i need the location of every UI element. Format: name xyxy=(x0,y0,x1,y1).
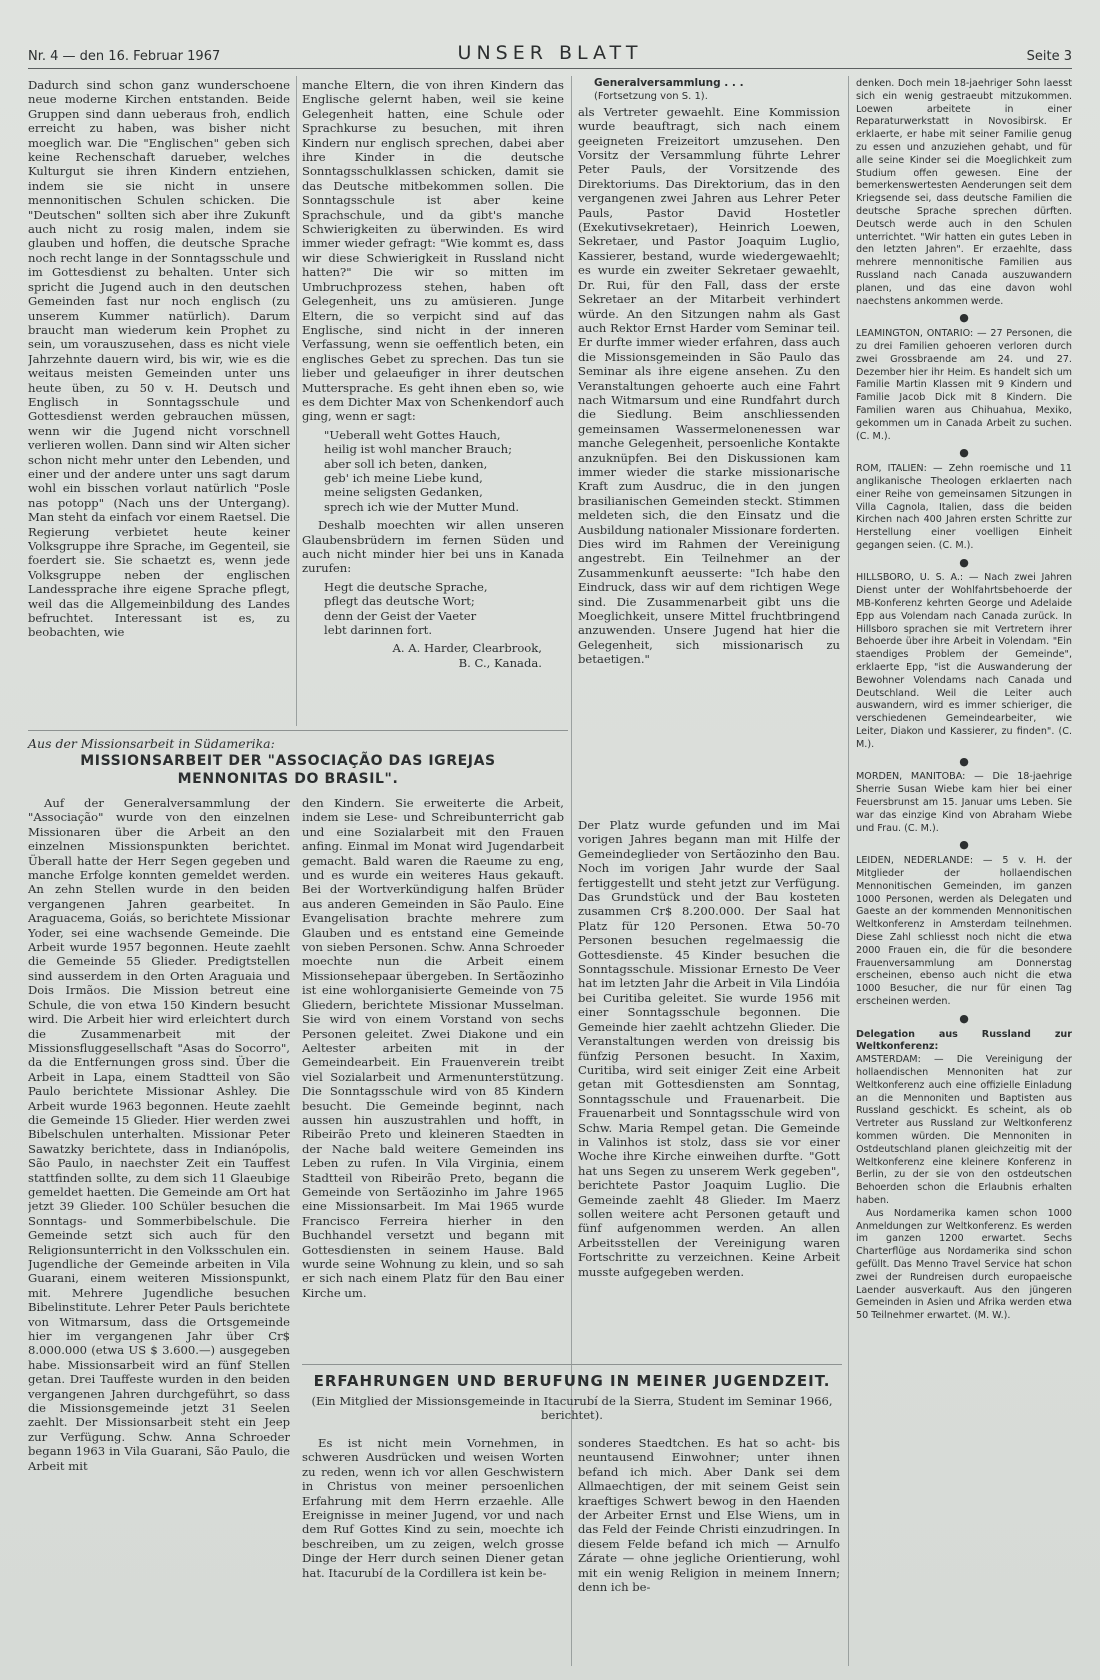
news-brief: ROM, ITALIEN: — Zehn roemische und 11 anglikanische Theologen erklaerten nach einer Reihe von gemeinsamen Sitzungen in Villa Cagnola, Italien, dass die beiden Kirchen nach 400 Jahren ersten Schritte zur Herstellung einer voelligen Einheit gegangen seien. (C. M.). xyxy=(856,463,1072,551)
poem-line: lebt darinnen fort. xyxy=(324,623,433,638)
article-text: Es ist nicht mein Vornehmen, in schweren Ausdrücken und weisen Worten zu reden, wenn ich vor allen Geschwistern in Christus von meiner persoenlichen Erfahrung mit dem Herrn erzaehle. Alle Ereignisse in meiner Jugend, vor und nach dem Ruf Gottes Kind zu sein, moechte ich beschreiben, um zu zeigen, welch grosse Dinge der Herr durch seinen Diener getan hat. Itacurubí de la Cordillera ist kein be- xyxy=(302,1436,564,1580)
news-brief: denken. Doch mein 18-jaehriger Sohn laesst sich ein wenig gestraeubt mitzukommen. Loewen arbeitete in einer Reparaturwerkstatt in Novosibirsk. Er erklaerte, er habe mit seiner Familie genug zu essen und anzuziehen gehabt, und für alle seine Kinder sei die Moeglichkeit zum Studium offen gewesen. Eine der bemerkenswertesten Aenderungen seit dem Kriegsende sei, dass deutsche Familien die deutsche Sprache sprechen dürften. Deutsch werde auch in den Schulen unterrichtet. "Wir hatten ein gutes Leben in den letzten Jahren". Er erzaehlte, dass mehrere mennonitische Familien aus Russland nach Canada auszuwandern planen, und das eine davon wohl naechstens ankommen werde. xyxy=(856,78,1072,307)
article-text: Der Platz wurde gefunden und im Mai vorigen Jahres begann man mit Hilfe der Gemeindeglieder von Sertãozinho den Bau. Noch im vorigen Jahr wurde der Saal fertiggestellt und steht jetzt zur Verfügung. Das Grundstück und der Bau kosteten zusammen Cr$ 8.200.000. Der Saal hat Platz für 120 Personen. Etwa 50-70 Personen besuchen regelmaessig die Gottesdienste. 45 Kinder besuchen die Sonntagsschule. Missionar Ernesto De Veer hat im letzten Jahr die Arbeit in Vila Lindóia bei Curitiba geleitet. Sie wurde 1956 mit einer Sonntagsschule begonnen. Die Gemeinde hier zaehlt achtzehn Glieder. Die Veranstaltungen werden von dreissig bis fünfzig Personen besucht. In Xaxim, Curitiba, wird seit einiger Zeit eine Arbeit getan mit Gottesdiensten am Sonntag, Sonntagsschule und Frauenarbeit. Die Frauenarbeit und Sonntagsschule wird von Schw. Maria Rempel getan. Die Gemeinde in Valinhos ist stolz, dass sie vor einer Woche ihre Kirche einweihen durfte. "Gott hat uns Segen zu unserem Werk gegeben", berichtete Pastor Joaquim Luglio. Die Gemeinde zaehlt 48 Glieder. Im Maerz sollen weitere acht Personen getauft und fünf aufgenommen werden. An allen Arbeitsstellen der Vereinigung waren Fortschritte zu verzeichnen. Keine Arbeit musste aufgegeben werden. xyxy=(578,818,840,1279)
news-brief: HILLSBORO, U. S. A.: — Nach zwei Jahren Dienst unter der Wohlfahrtsbehoerde der MB-Konferenz kehrten George und Adelaide Epp aus Volendam nach Canada zurück. In Hillsboro sprachen sie mit Vertretern ihrer Behoerde über ihre Arbeit in Volendam. "Ein staendiges Problem der Gemeinde", erklaerte Epp, "ist die Auswanderung der Bewohner Volendams nach Canada und Deutschland. Weil die Leiter auch auswandern, wird es immer schieriger, die verschiedenen Gemeindearbeiter, wie Leiter, Diakon und Kassierer, zu finden". (C. M.). xyxy=(856,572,1072,750)
author-location: B. C., Kanada. xyxy=(458,655,542,670)
article-text: manche Eltern, die von ihren Kindern das Englische gelernt haben, weil sie keine Gelegenheit hatten, eine Schule oder Sprachkurse zu besuchen, mit ihren Kindern nur englisch sprechen, dabei aber ihre Kinder in die deutsche Sonntagsschulklassen schicken, damit sie das Deutsche mitbekommen sollen. Die Sonntagsschule ist aber keine Sprachschule, und da gibt's manche Schwierigkeiten zu überwinden. Es wird immer wieder gefragt: "Wie kommt es, dass wir diese Schwierigkeit in Russland nicht hatten?" Die wir so mitten im Umbruchprozess stehen, haben oft Gelegenheit, uns zu amüsieren. Junge Eltern, die so verpicht sind auf das Englische, sind nicht in der inneren Verfassung, wenn sie oeffentlich beten, ein englisches Gebet zu sprechen. Das tun sie lieber und gelaeufiger in ihrer deutschen Muttersprache. Es geht ihnen eben so, wie es dem Dichter Max von Schenkendorf auch ging, wenn er sagt: xyxy=(302,78,564,424)
section-rule xyxy=(302,1364,842,1365)
poem-deutsche-sprache xyxy=(324,580,564,638)
story-mission-col1 xyxy=(28,796,290,1666)
article-heading: Generalversammlung . . . xyxy=(594,77,744,89)
article-continuation-note: (Fortsetzung von S. 1). xyxy=(594,91,708,103)
column-divider xyxy=(296,76,297,726)
poem-line: Hegt die deutsche Sprache, xyxy=(324,579,488,594)
news-brief: MORDEN, MANITOBA: — Die 18-jaehrige Sherrie Susan Wiebe kam hier bei einer Feuersbrunst am 15. Januar ums Leben. Sie war das einzige Kind von Abraham Wiebe und Frau. (C. M.). xyxy=(856,771,1072,834)
article-text: den Kindern. Sie erweiterte die Arbeit, indem sie Lese- und Schreibunterricht gab und eine Sozialarbeit mit den Frauen anfing. Einmal im Monat wird Jugendarbeit gemacht. Bald waren die Raeume zu eng, und es wurde ein weiteres Haus gekauft. Bei der Wortverkündigung halfen Brüder aus anderen Gemeinden in São Paulo. Eine Evangelisation brachte mehrere zum Glauben und es entstand eine Gemeinde von sieben Personen. Schw. Anna Schroeder moechte nun die Arbeit einem Missionsehepaar übergeben. In Sertãozinho ist eine wohlorganisierte Gemeinde von 75 Gliedern, berichtete Missionar Musselman. Sie wird von einem Vorstand von sechs Personen geleitet. Zwei Diakone und ein Aeltester arbeiten mit in der Gemeindearbeit. Ein Frauenverein treibt viel Sozialarbeit und Armenunterstützung. Die Sonntagsschule wird von 85 Kindern besucht. Die Gemeinde beginnt, nach aussen hin auszustrahlen und hofft, in Ribeirão Preto und kleineren Staedten in der Nache bald weitere Gemeinden ins Leben zu rufen. In Vila Virginia, einem Stadtteil von Ribeirão Preto, begann die Gemeinde von Sertãozinho im Jahre 1965 eine Missionsarbeit. Im Mai 1965 wurde Francisco Ferreira hierher in den Buchhandel versetzt und begann mit Gottesdiensten in seinem Hause. Bald wurde seine Wohnung zu klein, und so sah er sich nach einem Platz für den Bau einer Kirche um. xyxy=(302,796,564,1300)
article-generalversammlung xyxy=(578,76,840,816)
news-brief: Aus Nordamerika kamen schon 1000 Anmeldungen zur Weltkonferenz. Es werden im ganzen 1200 erwartet. Sechs Charterflüge aus Nordamerika sind schon gefüllt. Das Menno Travel Service hat schon zwei der Rundreisen durch europaeische Laender ausverkauft. Aus den jüngeren Gemeinden in Asien und Afrika werden etwa 50 Teilnehmer erwartet. (M. W.). xyxy=(856,1207,1072,1322)
news-brief-heading: Delegation aus Russland zur Weltkonferenz: xyxy=(856,1028,1072,1053)
issue-date: Nr. 4 — den 16. Februar 1967 xyxy=(28,49,221,64)
news-briefs-column xyxy=(856,78,1072,1668)
article-text: Deshalb moechten wir allen unseren Glaubensbrüdern im fernen Süden und auch nicht minder hier bei uns in Kanada zurufen: xyxy=(302,518,564,576)
page-number: Seite 3 xyxy=(1026,49,1072,64)
poem-line: aber soll ich beten, danken, xyxy=(324,456,488,471)
masthead-title: UNSER BLATT xyxy=(457,42,643,64)
author-signature: A. A. Harder, Clearbrook, xyxy=(392,641,542,656)
news-brief: LEAMINGTON, ONTARIO: — 27 Personen, die zu drei Familien gehoeren verloren durch zwei Grossbraende am 24. und 27. Dezember hier ihr Heim. Es handelt sich um Familie Martin Klassen mit 9 Kindern und Familie Jacob Dick mit 8 Kindern. Die Familien waren aus Chihuahua, Mexiko, gekommen um in Canada Arbeit zu suchen. (C. M.). xyxy=(856,328,1072,442)
article-text: Dadurch sind schon ganz wunderschoene neue moderne Kirchen entstanden. Beide Gruppen sind dann ueberaus froh, endlich erreicht zu haben, was bisher nicht moeglich war. Die "Englischen" geben sich keine Rechenschaft darueber, welches Kulturgut sie ihren Kindern entziehen, indem sie sie nicht in unsere mennonitischen Schulen schicken. Die "Deutschen" sollten sich aber ihre Zukunft auch nicht zu rosig malen, indem sie glauben und hoffen, die deutsche Sprache noch recht lange in der Sonntagsschule und im Gottesdienst zu behalten. Unter sich spricht die Jugend auch in den deutschen Gemeinden fast nur noch englisch (zu unserem Kummer natürlich). Darum braucht man wiederum kein Prophet zu sein, um vorauszusehen, dass es nicht viele Jahrzehnte dauern wird, bis wir, wie es die weitaus meisten Gemeinden unter uns heute üben, zu 50 v. H. Deutsch und Englisch in Sonntagsschule und Gottesdienst werden gebrauchen müssen, wenn wir die Jugend nicht vorschnell verlieren wollen. Dann sind wir Alten sicher schon nicht mehr unter den Lebenden, und einer und der andere unter uns sagt darum wohl ein bisschen vorlaut natürlich "Posle nas potopp" (Nach uns der Untergang). Man steht da einfach vor einem Raetsel. Die Regierung verbietet heute keiner Volksgruppe ihre Sprache, im Gegenteil, sie foerdert sie. Sie schaetzt es, wenn jede Volksgruppe neben der englischen Landessprache ihre eigene Sprache pflegt, weil das die Allgemeinbildung des Landes befruchtet. Interessant ist es, zu beobachten, wie xyxy=(28,78,290,640)
bullet-separator: ● xyxy=(959,555,969,569)
poem-line: pflegt das deutsche Wort; xyxy=(324,594,475,609)
story-headline: ERFAHRUNGEN UND BERUFUNG IN MEINER JUGENDZEIT. xyxy=(313,1372,831,1390)
bullet-separator: ● xyxy=(959,838,969,852)
article-text: sonderes Staedtchen. Es hat so acht- bis neuntausend Einwohner; unter ihnen befand ich mich. Aber Dank sei dem Allmaechtigen, der mit seinem Geist sein kraeftiges Schwert bewog in den Haenden der Arbeiter Ernst und Else Wiens, um in das Feld der Feinde Christi einzudringen. In diesem Felde befand ich mich — Arnulfo Zárate — ohne jegliche Orientierung, wohl mit ein wenig Religion in meinem Innern; denn ich be- xyxy=(578,1436,840,1595)
poem-schenkendorf xyxy=(324,428,564,514)
article-language-col2 xyxy=(302,78,564,728)
news-brief: AMSTERDAM: — Die Vereinigung der hollaendischen Mennoniten hat zur Weltkonferenz auch eine offizielle Einladung an die Mennoniten und Baptisten aus Russland geschickt. Es scheint, als ob Vertreter aus Russland zur Weltkonferenz kommen würden. Die Mennoniten in Ostdeutschland planen gleichzeitig mit der Weltkonferenz eine kleinere Konferenz in Berlin, zu der sie von den ostdeutschen Behoerden schon die Erlaubnis erhalten haben. xyxy=(856,1054,1072,1206)
poem-line: denn der Geist der Vaeter xyxy=(324,608,477,623)
bullet-separator: ● xyxy=(959,311,969,325)
column-divider xyxy=(848,76,849,1666)
poem-line: geb' ich meine Liebe kund, xyxy=(324,470,483,485)
bullet-separator: ● xyxy=(959,754,969,768)
article-text: als Vertreter gewaehlt. Eine Kommission wurde beauftragt, sich nach einem geeigneten Freizeitort umzusehen. Den Vorsitz der Versammlung führte Lehrer Peter Pauls, der Vorsitzende des Direktoriums. Das Direktorium, das in den vergangenen zwei Jahren aus Lehrer Peter Pauls, Pastor David Hostetler (Exekutivsekretaer), Heinrich Loewen, Sekretaer, und Pastor Joaquim Luglio, Kassierer, bestand, wurde wiedergewaehlt; es wurde ein zweiter Sekretaer gewaehlt, Dr. Rui, für den Fall, dass der erste Sekretaer an der Mitarbeit verhindert würde. An den Sitzungen nahm als Gast auch Rektor Ernst Harder vom Seminar teil. Er durfte immer wieder erfahren, dass auch die Missionsgemeinden in São Paulo das Seminar als ihre eigene ansehen. Zu den Veranstaltungen gehoerte auch eine Fahrt nach Witmarsum und eine Rundfahrt durch die Siedlung. Beim anschliessenden gemeinsamen Wassermelonenessen war manche Gelegenheit, persoenliche Kontakte anzuknüpfen. Bei den Diskussionen kam immer wieder die starke missionarische Kraft zum Ausdruc, die in den jungen brasilianischen Gemeinden steckt. Stimmen meldeten sich, die den Einsatz und die Ausbildung nationaler Missionare forderten. Dies wird im Rahmen der Vereinigung angestrebt. Ein Teilnehmer an der Zusammenkunft aeusserte: "Ich habe den Eindruck, dass wir auf dem richtigen Wege sind. Die Zusammenarbeit gibt uns die Moeglichkeit, unsere Mittel fruchtbringend anzuwenden. Unsere Jugend hat hier die Gelegenheit, sich missionarisch zu betaetigen." xyxy=(578,104,840,667)
page-header xyxy=(28,36,1072,69)
story-jugendzeit-col2 xyxy=(302,1436,564,1668)
bullet-separator: ● xyxy=(959,1011,969,1025)
story-kicker: Aus der Missionsarbeit in Südamerika: xyxy=(28,736,275,751)
article-text: Auf der Generalversammlung der "Associação" wurde von den einzelnen Missionaren über die Arbeit an den einzelnen Missionspunkten berichtet. Überall hatte der Herr Segen gegeben und manche Erfolge konnten gemeldet werden. An zehn Stellen wurde in den beiden vergangenen Jahren gearbeitet. In Araguacema, Goiás, so berichtete Missionar Yoder, sei eine wachsende Gemeinde. Die Arbeit wurde 1957 begonnen. Heute zaehlt die Gemeinde 55 Glieder. Predigtstellen sind ausserdem in den Orten Araguaia und Dois Irmãos. Die Mission betreut eine Schule, die von etwa 150 Kindern besucht wird. Die Arbeit hier wird erleichtert durch die Zusammenarbeit mit der Missionsfluggesellschaft "Asas do Socorro", da die Entfernungen gross sind. Über die Arbeit in Lapa, einem Stadtteil von São Paulo berichtete Missionar Ashley. Die Arbeit wurde 1963 begonnen. Heute zaehlt die Gemeinde 15 Glieder. Hier werden zwei Bibelschulen unterhalten. Missionar Peter Sawatzky berichtete, dass in Indianópolis, São Paulo, in naechster Zeit ein Tauffest stattfinden sollte, zu dem sich 11 Glaeubige gemeldet haetten. Die Gemeinde am Ort hat jetzt 39 Glieder. 100 Schüler besuchen die Sonntags- und Sommerbibelschule. Die Gemeinde setzt sich auch für den Religionsunterricht in den Volksschulen ein. Jugendliche der Gemeinde arbeiten in Vila Guarani, einem weiteren Missionspunkt, mit. Mehrere Jugendliche besuchen Bibelinstitute. Lehrer Peter Pauls berichtete von Witmarsum, dass die Ortsgemeinde hier im vergangenen Jahr über Cr$ 8.000.000 (etwa US $ 3.600.—) ausgegeben habe. Missionsarbeit wird an fünf Stellen getan. Drei Tauffeste wurden in den beiden vergangenen Jahren durchgeführt, so dass die Missionsgemeinde jetzt 31 Seelen zaehlt. Der Missionsarbeit steht ein Jeep zur Verfügung. Schw. Anna Schroeder begann 1963 in Vila Guarani, São Paulo, die Arbeit mit xyxy=(28,796,290,1473)
story-headline: MISSIONSARBEIT DER "ASSOCIAÇÃO DAS IGREJAS MENNONITAS DO BRASIL". xyxy=(80,753,496,787)
poem-line: "Ueberall weht Gottes Hauch, xyxy=(324,427,501,442)
news-brief: LEIDEN, NEDERLANDE: — 5 v. H. der Mitglieder der hollaendischen Mennonitischen Gemeinden, im ganzen 1000 Personen, werden als Delegaten und Gaeste an der kommenden Mennonitischen Weltkonferenz in Amsterdam teilnehmen. Diese Zahl schliesst noch nicht die etwa 2000 Frauen ein, die für die besondere Frauenversammlung am Donnerstag erscheinen, ebenso auch nicht die etwa 1000 Besucher, die nur für einen Tag erscheinen werden. xyxy=(856,855,1072,1007)
poem-line: sprech ich wie der Mutter Mund. xyxy=(324,499,520,514)
poem-line: heilig ist wohl mancher Brauch; xyxy=(324,442,513,457)
story-mission-col3 xyxy=(578,818,840,1358)
poem-line: meine seligsten Gedanken, xyxy=(324,485,483,500)
story-subtitle: (Ein Mitglied der Missionsgemeinde in Itacurubí de la Sierra, Student im Seminar 1966, berichtet). xyxy=(311,1394,833,1423)
column-divider xyxy=(571,76,572,1666)
story-jugendzeit-col3 xyxy=(578,1436,840,1668)
section-rule xyxy=(28,730,568,731)
story-mission-col2 xyxy=(302,796,564,1356)
article-language-col1 xyxy=(28,78,290,728)
bullet-separator: ● xyxy=(959,446,969,460)
